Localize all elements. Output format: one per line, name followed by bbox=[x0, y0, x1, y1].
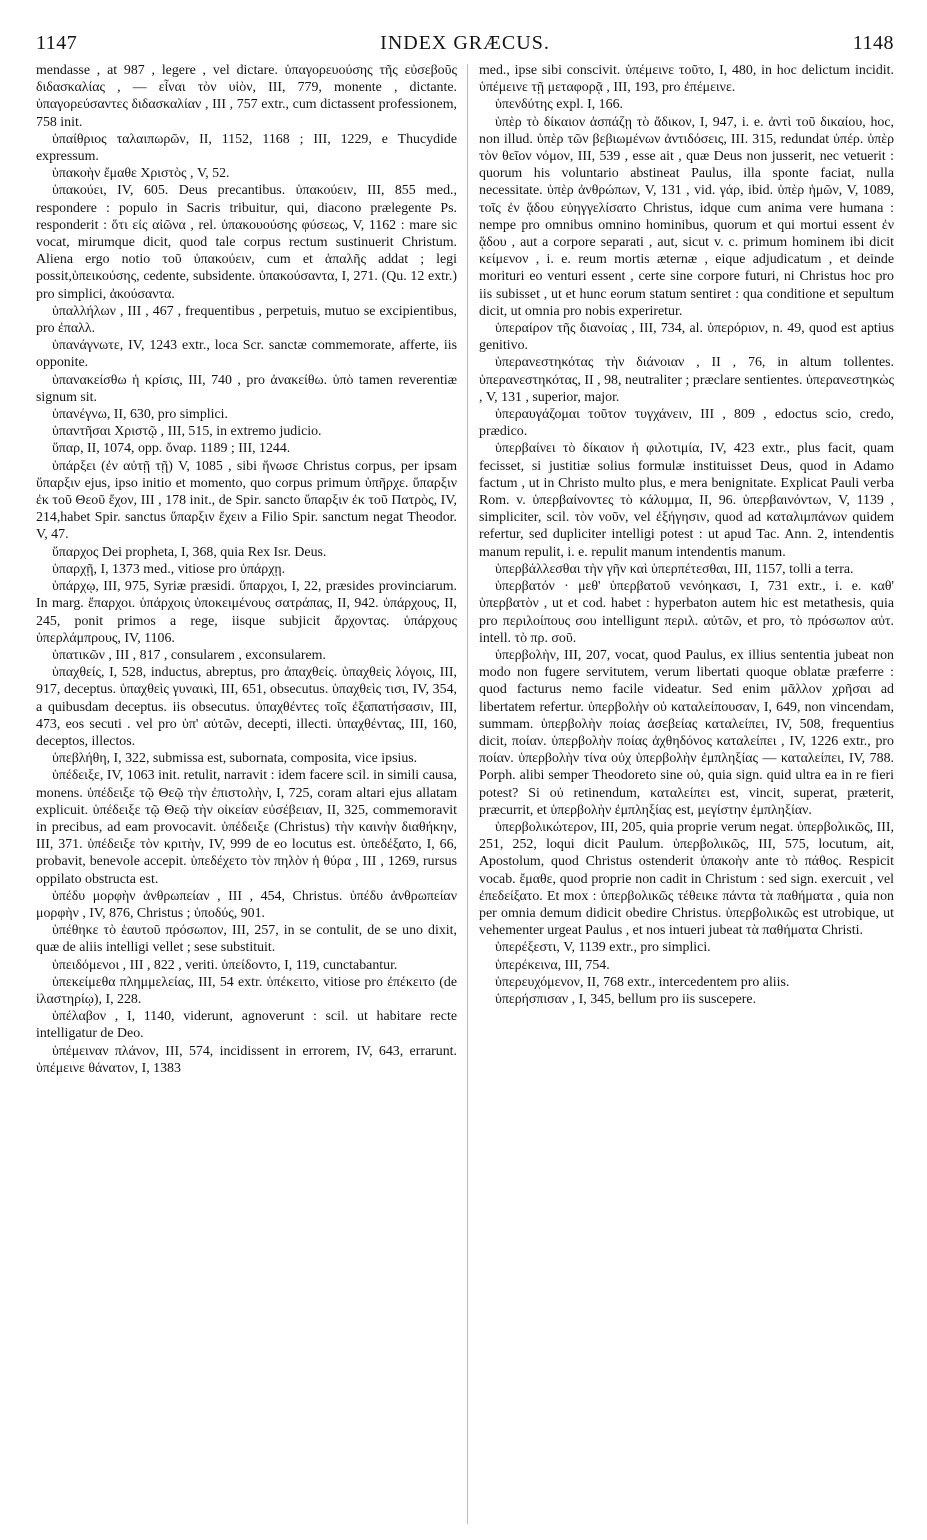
right-column bbox=[479, 62, 894, 1532]
index-entry: ὑπαντῆσαι Χριστῷ , III, 515, in extremo judicio. bbox=[52, 424, 322, 440]
index-entry: ὑπέμειναν πλάνον, III, 574, incidissent in errorem, IV, 643, errarunt. ὑπέμεινε θάνατον, I, 1383 bbox=[36, 1043, 457, 1076]
index-entry: ὕπαρχος Dei propheta, I, 368, quia Rex Isr. Deus. bbox=[52, 544, 327, 560]
index-entry: ὑπακούει, IV, 605. Deus precantibus. ὑπακούειν, III, 855 med., respondere : populo in Sacris tribuitur, qui, diacono prælegente Ps. responderit : ὅτι εἰς αἰῶνα , rel. ὑπακουούσης φύσεως, V, 1162 : mare sic vocat, mirumque dicit, quod tale corpus rectum sustinuerit Christum. Aliena ergo notio τοῦ ὑπακούειν, cum et ἁπαλῆς addat ; legi possit,ὑπεικούσης, cedente, subsidente. ὑπακούσαντα, I, 271. (Qu. 12 extr.) pro simplici, ἀκούσαντα. bbox=[36, 183, 457, 302]
index-entry: ὑπεραίρον τῆς διανοίας , III, 734, al. ὑπερόριον, n. 49, quod est aptius genitivo. bbox=[479, 321, 894, 354]
page-number-right: 1148 bbox=[852, 32, 894, 54]
index-entry: ὑπαίθριος ταλαιπωρῶν, II, 1152, 1168 ; III, 1229, e Thucydide expressum. bbox=[36, 131, 457, 165]
index-entry: ὑπερέκεινα, III, 754. bbox=[495, 957, 610, 973]
index-entry: ὑπακοὴν ἔμαθε Χριστὸς , V, 52. bbox=[52, 166, 230, 182]
index-entry: ὑπενδύτης expl. I, 166. bbox=[495, 97, 623, 113]
index-entry: ὑπάρχῳ, III, 975, Syriæ præsidi. ὕπαρχοι, I, 22, præsides provinciarum. In marg. ἔπαρχοι. ὑπάρχοις ὑποκειμένους σατράπας, II, 942. ὑπάρχους, II, 245, ponit primos a rege, iisque subjicit ἄρχοντας. ὑπάρχους ὑπερλάμπρους, IV, 1106. bbox=[36, 579, 457, 646]
index-entry: ὑπερβάλλεσθαι τὴν γῆν καὶ ὑπερπέτεσθαι, III, 1157, tolli a terra. bbox=[495, 561, 854, 577]
index-entry: ὑπανέγνω, II, 630, pro simplici. bbox=[52, 407, 228, 423]
index-entry: ὑπαλλήλων , III , 467 , frequentibus , perpetuis, mutuo se excipientibus, pro ἐπαλλ. bbox=[36, 303, 457, 337]
index-entry: ὑπερβολικώτερον, III, 205, quia proprie verum negat. ὑπερβολικῶς, III, 251, 252, loqui dicit Paulum. ὑπερβολικῶς, III, 575, locutum, ait, Apostolum, quod Christus ostenderit ὑπακοὴν ante τὸ πάθος. Respicit vocab. ἔμαθε, quod proprie non cadit in Christum : sed sign. exercuit , vel ἐπεδείξατο. Et mox : ὑπερβολικῶς τέθεικε πάντα τὰ παθήματα , quia non per omnia demum didicit obedire Christus. ὑπερβολικῶς est utrobique, ut vehementer urgeat Paulus , et nos intueri jubeat τὰ παθήματα Christi. bbox=[479, 819, 894, 939]
index-entry: ὑπερβαίνει τὸ δίκαιον ἡ φιλοτιμία, IV, 423 extr., plus facit, quam fecisset, si justitiæ solius formulæ instituisset Deus, quod in Adamo factum , ut in Christo multo plus, e mera benignitate. Explicat Pauli verba Rom. v. ὑπερβαίνοντες τὸ κάλυμμα, II, 96. ὑπερβαινόντων, V, 1139 , simpliciter, scil. τὸν νοῦν, vel ἐξήγησιν, quod ad καταλιμπάνων quidem refertur, sed dupliciter intelligi potest : ut apud Tac. Ann. 2, intendentis manum repulit, i. e. repulit manum intendentis manum. bbox=[479, 441, 894, 560]
index-entry-continued: mendasse , at 987 , legere , vel dictare. ὑπαγορευούσης τῆς εὐσεβοῦς διδασκαλίας , — εἶναι τὸν υἱὸν, III, 779, monente , dictante. ὑπαγορεύσαντες διδασκαλίαν , III , 757 extr., cum dictassent professionem, 758 init. bbox=[36, 63, 457, 130]
index-entry: ὑπατικῶν , III , 817 , consularem , exconsularem. bbox=[52, 647, 326, 663]
index-entry: ὑπέδειξε, IV, 1063 init. retulit, narravit : idem facere scil. in simili causa, monens. ὑπέδειξε τῷ Θεῷ τὴν ἐπιστολὴν, I, 725, coram altari ejus allatam explicuit. ὑπέδειξε τῷ Θεῷ τὴν οἰκείαν εὐσέβειαν, II, 325, commemoravit in precibus, ad eam provocavit. ὑπέδειξε (Christus) τὴν καινὴν διαθήκην, III, 371. ὑπέδειξε τὸν κριτὴν, IV, 999 de eo locutus est. ὑπεδέξατο, I, 66, probavit, benevole accepit. ὑπεδέχετο τὸν πηλὸν ἡ θύρα , III , 1269, rursus oppilato obstructa est. bbox=[36, 768, 457, 887]
index-entry: ὑπέλαβον , I, 1140, viderunt, agnoverunt : scil. ut habitare recte intelligatur de Deo. bbox=[36, 1009, 457, 1042]
index-entry: ὑπερευχόμενον, II, 768 extr., intercedentem pro aliis. bbox=[495, 974, 790, 990]
index-entry: ὑπέθηκε τὸ ἑαυτοῦ πρόσωπον, III, 257, in se contulit, de se uno dixit, quæ de aliis intelligi vellet ; sese substituit. bbox=[36, 923, 457, 956]
index-entry: ὑπεβλήθη, I, 322, submissa est, subornata, composita, vice ipsius. bbox=[52, 751, 418, 767]
index-entry: ὑπαρχῇ, I, 1373 med., vitiose pro ὑπάρχῃ. bbox=[52, 561, 286, 577]
index-entry: ὑπεκείμεθα πλημμελείας, III, 54 extr. ὑπέκειτο, vitiose pro ἐπέκειτο (de ἱλαστηρίῳ), I, 228. bbox=[36, 974, 457, 1007]
index-entry: ὑπανακείσθω ἡ κρίσις, III, 740 , pro ἀνακείθω. ὑπὸ tamen reverentiæ signum sit. bbox=[36, 372, 457, 405]
index-entry: ὑπαχθείς, I, 528, inductus, abreptus, pro ἀπαχθείς. ὑπαχθεὶς λόγοις, III, 917, deceptus. ὑπαχθεὶς γυναικὶ, III, 651, obsecutus. ὑπαχθεὶς τισι, IV, 354, a quibusdam deceptus. iis obsecutus. ὑπαχθέντες τοῖς ἐξαπατήσασιν, III, 473, eos secuti . vel pro ὑπ' αὐτῶν, decepti, illecti. ὑπαχθέντας, III, 160, deceptos, illectos. bbox=[36, 665, 457, 749]
column-divider bbox=[467, 64, 468, 1524]
index-entry: ὑπερβολὴν, III, 207, vocat, quod Paulus, ex illius sententia jubeat non modo non fugere servitutem, verum libertati quoque oblatæ præferre : quod facturus nemo facile videatur. Sed enim μᾶλλον χρῆσαι ad libertatem refertur. ὑπερβολὴν οὐ καταλείπουσαν, I, 649, non vincendam, summam. ὑπερβολὴν ποίας ἀσεβείας καταλείπει, IV, 508, frequentius dicit, ποίαν. ὑπερβολὴν ποίας ἀχθηδόνος καταλείπει , IV, 1226 extr., pro ποίαν. ὑπερβολὴν τίνα οὐχ ὑπερβολὴν ἐμπληξίας — καταλείπει, IV, 788. Porph. alibi semper Theodoreto sine οὐ, quia sign. quid ultra ea in re fieri potest? Si οὐ retinendum, καταλείπει est, vincit, superat, præterit, præcurrit, et ὑπερβολὴν ἐμπληξίας est, μεγίστην ἐμπληξίαν. bbox=[479, 647, 894, 818]
index-entry: ὑπεραυγάζομαι τοῦτον τυγχάνειν, III , 809 , edoctus scio, credo, prædico. bbox=[479, 407, 894, 440]
index-entry: ὑπὲρ τὸ δίκαιον ἀσπάζῃ τὸ ἄδικον, I, 947, i. e. ἀντὶ τοῦ δικαίου, hoc, non illud. ὑπὲρ τῶν βεβιωμένων ἀντιδόσεις, III. 315, redundat ὑπέρ. ὑπὲρ τὸν θεῖον νόμον, III, 539 , esse ait , quæ Deus non jusserit, nec vetuerit : quorum his voluntario abstineat Paulus, illa sponte faciat, nulla necessitate. ὑπὲρ ἀνθρώπων, V, 131 , vid. γάρ, ibid. ὑπὲρ ἡμῶν, V, 1089, τοῖς ἐν ᾅδου εὐηγγελίσατο Christus, idque cum anima vere humana : nempe pro omnibus omnino hominibus, quorum et qui mortui essent ἐν ᾅδου , aut a corpore separati , aut, sicut v. c. primum hominem ibi dicit κείμενον , i. e. reum mortis æternæ , eique adjudicatum , et deinde morituri eo venturi essent , certe sine corpore futuri, ni Christus hoc pro iis subisset , ut et hunc eorum statum sentiret : qua conditione et sepultum dicit, ut omnia pro nobis experiretur. bbox=[479, 114, 894, 319]
index-entry: ὑπερήσπισαν , I, 345, bellum pro iis suscepere. bbox=[495, 991, 757, 1007]
page-header bbox=[36, 30, 894, 56]
index-entry: ὑπάρξει (ἐν αὐτῇ τῇ) V, 1085 , sibi ἥνωσε Christus corpus, per ipsam ὕπαρξιν ejus, ipso initio et momento, quo corpus primum ὑπῆρχε. ὕπαρξιν ἐκ τοῦ Θεοῦ ἔχον, III , 178 init., de Spir. sancto ὕπαρξιν ἐκ τοῦ Πατρὸς, IV, 214,habet Spir. sanctus ὕπαρξιν ἔχειν a Filio Spir. sanctum negat Theodor. V, 47. bbox=[36, 458, 457, 543]
left-column bbox=[36, 62, 457, 1532]
index-entry-continued: med., ipse sibi conscivit. ὑπέμεινε τοῦτο, I, 480, in hoc delictum incidit. ὑπέμεινε τῇ μεταφορᾷ , III, 193, pro ἐπέμεινε. bbox=[479, 63, 894, 96]
index-entry: ὑπειδόμενοι , III , 822 , veriti. ὑπείδοντο, I, 119, cunctabantur. bbox=[52, 957, 398, 973]
index-entry: ὑπερέξεστι, V, 1139 extr., pro simplici. bbox=[495, 940, 711, 956]
page-number-left: 1147 bbox=[36, 32, 78, 54]
page-title: INDEX GRÆCUS. bbox=[380, 32, 550, 54]
index-entry: ὑπερβατόν · μεθ' ὑπερβατοῦ νενόηκασι, I, 731 extr., i. e. καθ' ὑπερβατὸν , ut et cod. habet : hyperbaton autem hic est metathesis, quia pro περιλοίπους σου intelligunt περιλ. αὐτῶν, et pro, τὸ πρόσωπον αὐτ. intell. τὸ πρ. σοῦ. bbox=[479, 579, 894, 646]
index-entry: ὕπαρ, II, 1074, opp. ὄναρ. 1189 ; III, 1244. bbox=[52, 441, 291, 457]
index-entry: ὑπέδυ μορφὴν ἀνθρωπείαν , III , 454, Christus. ὑπέδυ ἀνθρωπείαν μορφὴν , IV, 876, Christus ; ὑποδύς, 901. bbox=[36, 888, 457, 921]
index-entry: ὑπανάγνωτε, IV, 1243 extr., loca Scr. sanctæ commemorate, afferte, iis opponite. bbox=[36, 338, 457, 371]
index-entry: ὑπερανεστηκότας τὴν διάνοιαν , II , 76, in altum tollentes. ὑπερανεστηκότας, II , 98, neutraliter ; præclare sentientes. ὑπερανεστηκὼς , V, 131 , superior, major. bbox=[479, 355, 894, 405]
